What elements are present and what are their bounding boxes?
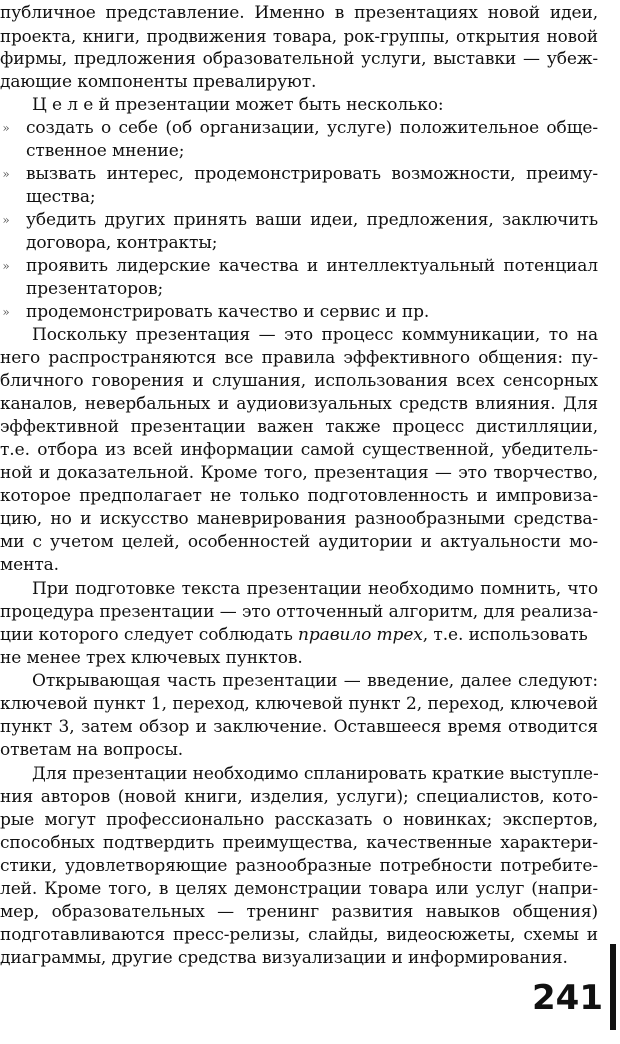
- text-line: публичное представление. Именно в презентациях новой идеи,: [0, 3, 598, 23]
- text-line: подготавливаются пресс-релизы, слайды, видеосюжеты, схемы и: [0, 925, 598, 945]
- page-edge-marker: [610, 944, 616, 1030]
- list-item: продемонстрировать качество и сервис и пр.: [26, 302, 430, 322]
- text-line: бличного говорения и слушания, использования всех сенсорных: [0, 371, 598, 391]
- text-line: Поскольку презентация — это процесс коммуникации, то на: [32, 325, 598, 345]
- emphasis-rule-of-three: правило трех: [298, 625, 423, 645]
- text-line: не менее трех ключевых пунктов.: [0, 648, 303, 668]
- text-line: лей. Кроме того, в целях демонстрации товара или услуг (напри-: [0, 879, 598, 899]
- text-line: ключевой пункт 1, переход, ключевой пункт 2, переход, ключевой: [0, 694, 598, 714]
- list-item-continuation: ственное мнение;: [26, 141, 185, 161]
- list-item: проявить лидерские качества и интеллектуальный потенциал: [26, 256, 598, 276]
- text-line: каналов, невербальных и аудиовизуальных средств влияния. Для: [0, 394, 598, 414]
- text-line: ми с учетом целей, особенностей аудитории и актуальности мо-: [0, 532, 598, 552]
- bullet-marker: »: [2, 305, 10, 319]
- text-line: рые могут профессионально рассказать о новинках; экспертов,: [0, 810, 598, 830]
- list-item: создать о себе (об организации, услуге) положительное обще-: [26, 118, 598, 138]
- list-item: вызвать интерес, продемонстрировать возможности, преиму-: [26, 164, 598, 184]
- text-line: мента.: [0, 555, 59, 575]
- text-line: [0, 624, 598, 647]
- text-run: ции которого следует соблюдать: [0, 625, 293, 645]
- text-line: стики, удовлетворяющие разнообразные потребности потребите-: [0, 856, 598, 876]
- text-line: Ц е л е й презентации может быть несколько:: [32, 95, 444, 115]
- text-line: Для презентации необходимо спланировать краткие выступле-: [32, 764, 599, 784]
- text-line: диаграммы, другие средства визуализации и информирования.: [0, 948, 568, 968]
- text-run: , т.е. использовать: [422, 625, 588, 645]
- bullet-marker: »: [2, 259, 10, 273]
- bullet-marker: »: [2, 213, 10, 227]
- bullet-marker: »: [2, 167, 10, 181]
- page-number: 241: [532, 978, 603, 1018]
- text-line: ответам на вопросы.: [0, 740, 184, 760]
- text-line: фирмы, предложения образовательной услуги, выставки — убеж-: [0, 49, 598, 69]
- bullet-marker: »: [2, 121, 10, 135]
- text-line: дающие компоненты превалируют.: [0, 72, 317, 92]
- text-line: способных подтвердить преимущества, качественные характери-: [0, 833, 598, 853]
- text-line: процедура презентации — это отточенный алгоритм, для реализа-: [0, 602, 598, 622]
- list-item-continuation: презентаторов;: [26, 279, 164, 299]
- text-line: мер, образовательных — тренинг развития навыков общения): [0, 902, 598, 922]
- text-line: которое предполагает не только подготовленность и импровиза-: [0, 486, 598, 506]
- text-line: него распространяются все правила эффективного общения: пу-: [0, 348, 598, 368]
- text-line: проекта, книги, продвижения товара, рок-группы, открытия новой: [0, 26, 598, 46]
- text-line: цию, но и искусство маневрирования разнообразными средства-: [0, 509, 598, 529]
- text-line: эффективной презентации важен также процесс дистилляции,: [0, 417, 598, 437]
- text-line: ния авторов (новой книги, изделия, услуги); специалистов, кото-: [0, 787, 598, 807]
- text-line: т.е. отбора из всей информации самой существенной, убедитель-: [0, 440, 598, 460]
- list-item-continuation: щества;: [26, 187, 96, 207]
- list-item-continuation: договора, контракты;: [26, 233, 218, 253]
- list-item: убедить других принять ваши идеи, предложения, заключить: [26, 210, 598, 230]
- text-line: При подготовке текста презентации необходимо помнить, что: [32, 579, 598, 599]
- text-line: пункт 3, затем обзор и заключение. Оставшееся время отводится: [0, 717, 598, 737]
- text-line: ной и доказательной. Кроме того, презентация — это творчество,: [0, 463, 598, 483]
- text-line: Открывающая часть презентации — введение, далее следуют:: [32, 671, 598, 691]
